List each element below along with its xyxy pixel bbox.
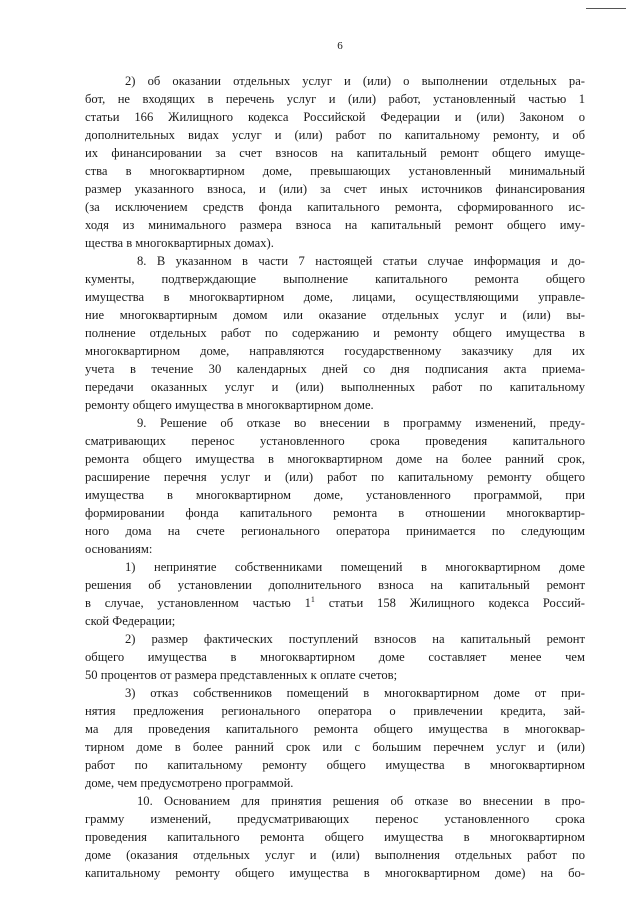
text-line: 50 процентов от размера представленных к оплате счетов; [85, 668, 398, 682]
text-line: работ по капитальному ремонту общего имущества в многоквартирном [85, 758, 585, 772]
text-line: капитальному ремонту общего имущества в многоквартирном доме) на бо- [85, 866, 585, 880]
paragraph [85, 630, 585, 684]
text-line: 1) непринятие собственниками помещений в многоквартирном доме [125, 560, 585, 574]
text-line: нятия предложения регионального оператора о привлечении кредита, зай- [85, 704, 585, 718]
text-line: в случае, установленном частью $1^1$ статьи 158 Жилищного кодекса Россий- [85, 594, 586, 610]
text-line: дополнительных видах услуг и (или) работ по капитальному ремонту, и об [85, 128, 585, 142]
text-line: полнение отдельных работ по содержанию и ремонту общего имущества в [85, 326, 585, 340]
text-line: передачи оказанных услуг и (или) выполненных работ по капитальному [85, 380, 585, 394]
text-line: имущества в многоквартирном доме, установленного программой, при [85, 488, 585, 502]
text-line: 2) об оказании отдельных услуг и (или) о выполнении отдельных ра- [125, 74, 585, 88]
text-line: 3) отказ собственников помещений в многоквартирном доме от при- [125, 686, 585, 700]
text-line: имущества в многоквартирном доме, лицами, осуществляющими управле- [85, 290, 585, 304]
paragraph [85, 414, 585, 558]
page-number: 6 [337, 40, 343, 52]
text-line: проведения капитального ремонта общего имущества в многоквартирном [85, 830, 585, 844]
text-line: общего имущества в многоквартирном доме составляет менее чем [85, 650, 585, 664]
text-line: 10. Основанием для принятия решения об отказе во внесении в про- [137, 794, 585, 808]
text-line: учета в течение 30 календарных дней со дня подписания акта приема- [85, 362, 585, 376]
paragraph [85, 558, 585, 630]
text-line: 9. Решение об отказе во внесении в программу изменений, преду- [137, 416, 585, 430]
text-line: тирном доме в более ранний срок или с большим перечнем услуг и (или) [85, 740, 585, 754]
text-line: основаниям: [85, 542, 153, 556]
text-line: расширение перечня услуг и (или) работ по капитальному ремонту общего [85, 470, 585, 484]
text-line: ремонта общего имущества в многоквартирном доме на более ранний срок, [85, 452, 585, 466]
paragraph [85, 792, 585, 882]
scan-mark [586, 8, 626, 9]
text-line: формировании фонда капитального ремонта в отношении многоквартир- [85, 506, 585, 520]
text-line: кументы, подтверждающие выполнение капитального ремонта общего [85, 272, 585, 286]
text-line: ма для проведения капитального ремонта общего имущества в многоквар- [85, 722, 585, 736]
text-line: 8. В указанном в части 7 настоящей статьи случае информация и до- [137, 254, 585, 268]
paragraph [85, 684, 585, 792]
text-line: их финансировании за счет взносов на капитальный ремонт общего имуще- [85, 146, 585, 160]
text-line: многоквартирном доме, направляются государственному заказчику для их [85, 344, 585, 358]
text-line: сматривающих перенос установленного срока проведения капитального [85, 434, 585, 448]
text-line: грамму изменений, предусматривающих перенос установленного срока [85, 812, 585, 826]
text-line: ние многоквартирным домом или оказание отдельных услуг и (или) вы- [85, 308, 585, 322]
text-line: бот, не входящих в перечень услуг и (или) работ, установленный частью 1 [85, 92, 585, 106]
text-line: решения об установлении дополнительного взноса на капитальный ремонт [85, 578, 585, 592]
text-line: ской Федерации; [85, 614, 176, 628]
text-line: щества в многоквартирных домах). [85, 236, 274, 250]
text-line: размер указанного взноса, и (или) за счет иных источников финансирования [85, 182, 585, 196]
text-line: 2) размер фактических поступлений взносов на капитальный ремонт [125, 632, 585, 646]
text-line: ходя из минимального размера взноса на капитальный ремонт общего иму- [85, 218, 585, 232]
text-line: ства в многоквартирном доме, превышающих установленный минимальный [85, 164, 585, 178]
text-line: доме, чем предусмотрено программой. [85, 776, 294, 790]
text-line: ного дома на счете регионального оператора принимается по следующим [85, 524, 585, 538]
document-body [85, 72, 585, 882]
text-line: доме (оказания отдельных услуг и (или) выполнения отдельных работ по [85, 848, 585, 862]
text-line: ремонту общего имущества в многоквартирном доме. [85, 398, 374, 412]
paragraph [85, 252, 585, 414]
text-line: статьи 166 Жилищного кодекса Российской Федерации и (или) Законом о [85, 110, 585, 124]
text-line: (за исключением средств фонда капитального ремонта, сформированного ис- [85, 200, 585, 214]
paragraph [85, 72, 585, 252]
